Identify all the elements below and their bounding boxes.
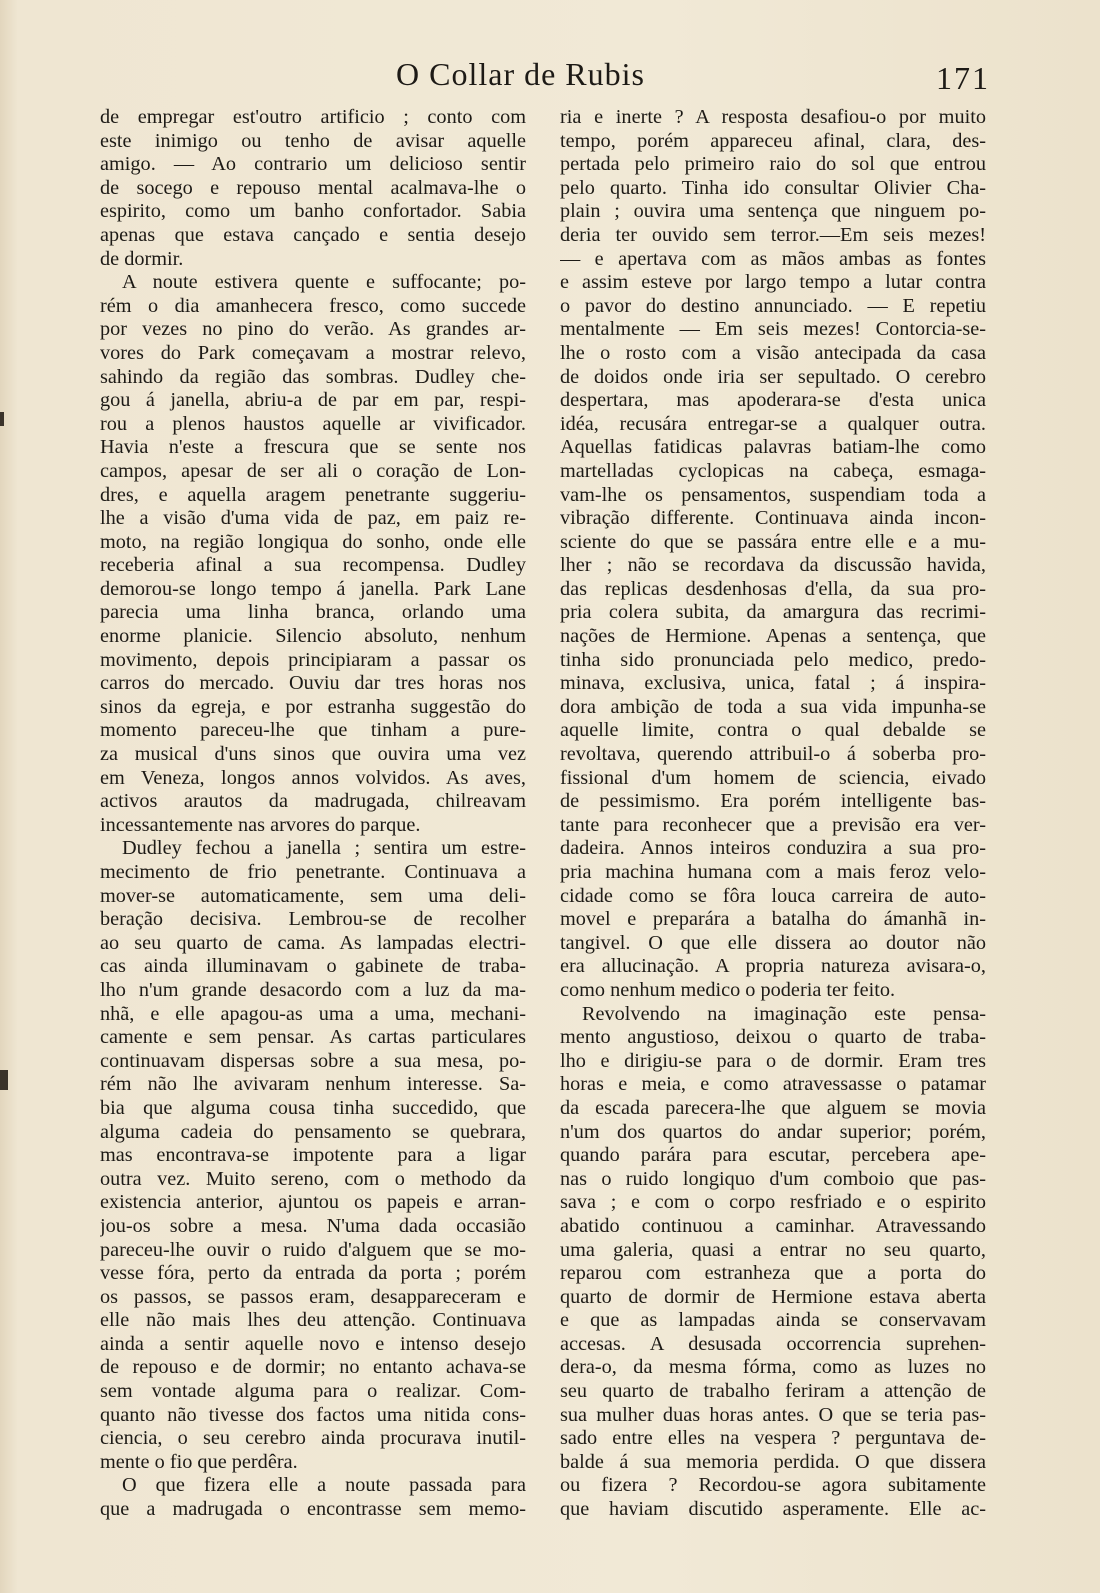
text-line: demorou-se longo tempo á janella. Park Lane xyxy=(100,577,526,600)
text-line: activos arautos da madrugada, chilreavam xyxy=(100,790,526,813)
page-number: 171 xyxy=(936,60,990,96)
text-line: da escada parecera-lhe que alguem se movia xyxy=(560,1096,986,1119)
text-line: o pavor do destino annunciado. — E repetiu xyxy=(560,294,986,317)
text-line: nações de Hermione. Apenas a sentença, que xyxy=(560,625,986,648)
text-line: campos, apesar de ser ali o coração de Lon- xyxy=(100,459,526,482)
text-line: em Veneza, longos annos volvidos. As aves, xyxy=(100,766,526,789)
text-line: vesse fóra, perto da entrada da porta ; porém xyxy=(100,1262,526,1285)
text-line: Havia n'este a frescura que se sente nos xyxy=(100,436,526,459)
text-line: uma galeria, quasi a entrar no seu quarto, xyxy=(560,1238,986,1261)
text-line: sava ; e com o corpo resfriado e o espirito xyxy=(560,1191,986,1214)
text-line: enorme planicie. Silencio absoluto, nenhum xyxy=(100,625,526,648)
text-line: vibração differente. Continuava ainda incon- xyxy=(560,507,986,530)
left-text-column xyxy=(100,106,526,1522)
text-line: moto, na região longiqua do sonho, onde elle xyxy=(100,530,526,553)
text-line: lho e dirigiu-se para o de dormir. Eram tres xyxy=(560,1049,986,1072)
text-line: abatido continuou a caminhar. Atravessando xyxy=(560,1214,986,1237)
text-line: mento angustioso, deixou o quarto de traba- xyxy=(560,1026,986,1049)
text-line: de pessimismo. Era porém intelligente bas- xyxy=(560,790,986,813)
running-header xyxy=(0,56,1100,100)
text-line: sem vontade alguma para o realizar. Com- xyxy=(100,1380,526,1403)
text-line: reparou com estranheza que a porta do xyxy=(560,1262,986,1285)
text-line: O que fizera elle a noute passada para xyxy=(122,1474,526,1497)
text-line: por vezes no pino do verão. As grandes ar- xyxy=(100,318,526,341)
text-line: dres, e aquella aragem penetrante suggeriu- xyxy=(100,483,526,506)
text-line: lher ; não se recordava da discussão havida, xyxy=(560,554,986,577)
text-line: existencia anterior, ajuntou os papeis e arran- xyxy=(100,1191,526,1214)
text-line: mentalmente — Em seis mezes! Contorcia-se- xyxy=(560,318,986,341)
text-line: carros do mercado. Ouviu dar tres horas nos xyxy=(100,672,526,695)
text-line: dora ambição de toda a sua vida impunha-se xyxy=(560,695,986,718)
text-line: elle não mais lhes deu attenção. Continuava xyxy=(100,1309,526,1332)
text-line: das replicas desdenhosas d'ella, da sua pro- xyxy=(560,577,986,600)
text-line: despertara, mas apoderara-se d'esta unica xyxy=(560,389,986,412)
text-line: za musical d'uns sinos que ouvira uma vez xyxy=(100,743,526,766)
text-line: aquelle limite, contra o qual debalde se xyxy=(560,719,986,742)
text-line: mecimento de frio penetrante. Continuava a xyxy=(100,861,526,883)
text-line: beração decisiva. Lembrou-se de recolher xyxy=(100,908,526,931)
text-line: tempo, porém appareceu afinal, clara, des- xyxy=(560,129,986,152)
text-line: pria machina humana com a mais feroz velo- xyxy=(560,861,986,883)
text-line: era allucinação. A propria natureza avisara-o, xyxy=(560,955,986,978)
text-line: este inimigo ou tenho de avisar aquelle xyxy=(100,129,526,152)
text-line: bia que alguma cousa tinha succedido, que xyxy=(100,1096,526,1119)
text-line: ria e inerte ? A resposta desafiou-o por muito xyxy=(560,106,986,128)
text-line: revoltava, querendo attribuil-o á soberba pro- xyxy=(560,743,986,766)
text-line: os passos, se passos eram, desappareceram e xyxy=(100,1285,526,1308)
text-line: balde á sua memoria perdida. O que dissera xyxy=(560,1450,986,1473)
text-line: cas ainda illuminavam o gabinete de traba- xyxy=(100,955,526,978)
text-line: continuavam dispersas sobre a sua mesa, po- xyxy=(100,1049,526,1072)
text-line: incessantemente nas arvores do parque. xyxy=(100,813,421,836)
text-line: jou-os sobre a mesa. N'uma dada occasião xyxy=(100,1214,526,1237)
text-line: camente e sem pensar. As cartas particulares xyxy=(100,1026,526,1049)
text-line: ciencia, o seu cerebro ainda procurava inutil- xyxy=(100,1427,526,1450)
text-line: horas e meia, e como atravessasse o patamar xyxy=(560,1073,986,1096)
text-line: plain ; ouvira uma sentença que ninguem po- xyxy=(560,200,986,223)
text-line: sinos da egreja, e por estranha suggestão do xyxy=(100,695,526,718)
text-line: rém o dia amanhecera fresco, como succede xyxy=(100,294,526,317)
right-text-column xyxy=(560,106,986,1522)
text-line: outra vez. Muito sereno, com o methodo da xyxy=(100,1167,526,1190)
text-line: sahindo da região das sombras. Dudley che- xyxy=(100,365,526,388)
text-line: sciente do que se passára entre elle e a mu- xyxy=(560,530,986,553)
text-line: lhe o rosto com a visão antecipada da casa xyxy=(560,341,986,364)
text-line: quarto de dormir de Hermione estava aberta xyxy=(560,1285,986,1308)
text-line: alguma cadeia do pensamento se quebrara, xyxy=(100,1120,526,1143)
text-line: deria ter ouvido sem terror.—Em seis mezes! xyxy=(560,223,986,246)
text-line: que haviam discutido asperamente. Elle ac- xyxy=(560,1498,986,1521)
text-line: ainda a sentir aquelle novo e intenso desejo xyxy=(100,1332,526,1355)
text-line: pria colera subita, da amargura das recrimi- xyxy=(560,601,986,624)
text-line: de empregar est'outro artificio ; conto com xyxy=(100,106,526,128)
text-line: Revolvendo na imaginação este pensa- xyxy=(582,1002,986,1025)
text-line: mas encontrava-se impotente para a ligar xyxy=(100,1144,526,1167)
text-line: sua mulher duas horas antes. O que se teria pas- xyxy=(560,1403,986,1426)
text-line: que a madrugada o encontrasse sem memo- xyxy=(100,1498,526,1521)
text-line: lhe a visão d'uma vida de paz, em paiz re- xyxy=(100,507,526,530)
text-line: ao seu quarto de cama. As lampadas electri- xyxy=(100,931,526,954)
text-line: fissional d'um homem de sciencia, eivado xyxy=(560,766,986,789)
text-line: movimento, depois principiaram a passar os xyxy=(100,648,526,671)
text-line: tangivel. O que elle dissera ao doutor não xyxy=(560,931,986,954)
text-line: vam-lhe os pensamentos, suspendiam toda a xyxy=(560,483,986,506)
text-line: pareceu-lhe ouvir o ruido d'alguem que se mo- xyxy=(100,1238,526,1261)
text-line: martelladas cyclopicas na cabeça, esmaga- xyxy=(560,459,986,482)
text-line: pelo quarto. Tinha ido consultar Olivier Cha- xyxy=(560,176,986,199)
text-line: ou fizera ? Recordou-se agora subitamente xyxy=(560,1474,986,1497)
text-line: gou á janella, abriu-a de par em par, respi- xyxy=(100,389,526,412)
text-line: n'um dos quartos do andar superior; porém, xyxy=(560,1120,986,1143)
text-line: apenas que estava cançado e sentia desejo xyxy=(100,223,526,246)
text-line: receberia afinal a sua recompensa. Dudley xyxy=(100,554,526,577)
running-title: O Collar de Rubis xyxy=(396,56,645,92)
text-line: momento pareceu-lhe que tinham a pure- xyxy=(100,719,526,742)
text-line: nas o ruido longiquo d'um comboio que pas- xyxy=(560,1167,986,1190)
text-line: espirito, como um banho confortador. Sabia xyxy=(100,200,526,223)
text-line: de dormir. xyxy=(100,247,184,270)
text-line: lho n'um grande desacordo com a luz da ma- xyxy=(100,978,526,1001)
text-line: quando parára para escutar, percebera ape- xyxy=(560,1144,986,1167)
text-line: tante para reconhecer que a previsão era ver- xyxy=(560,813,986,836)
text-line: quanto não tivesse dos factos uma nitida cons- xyxy=(100,1403,526,1426)
text-line: rou a plenos haustos aquelle ar vivificador. xyxy=(100,412,526,435)
text-line: accesas. A desusada occorrencia suprehen- xyxy=(560,1332,986,1355)
text-line: rém não lhe avivaram nenhum interesse. Sa- xyxy=(100,1073,526,1096)
binding-mark xyxy=(0,1070,8,1090)
text-line: e assim esteve por largo tempo a lutar contra xyxy=(560,271,986,294)
text-line: pertada pelo primeiro raio do sol que entrou xyxy=(560,153,986,176)
text-line: de repouso e de dormir; no entanto achava-se xyxy=(100,1356,526,1379)
text-line: sado entre elles na vespera ? perguntava de- xyxy=(560,1427,986,1450)
text-line: Aquellas fatidicas palavras batiam-lhe como xyxy=(560,436,986,459)
text-line: nhã, e elle apagou-as uma a uma, mechani- xyxy=(100,1002,526,1025)
text-line: — e apertava com as mãos ambas as fontes xyxy=(560,247,986,270)
text-line: dera-o, da mesma fórma, como as luzes no xyxy=(560,1356,986,1379)
text-line: vores do Park começavam a mostrar relevo, xyxy=(100,341,526,364)
text-line: amigo. — Ao contrario um delicioso sentir xyxy=(100,153,526,176)
text-line: idéa, recusára entregar-se a qualquer outra. xyxy=(560,412,986,435)
text-line: cidade como se fôra louca carreira de auto- xyxy=(560,884,986,907)
text-line: mente o fio que perdêra. xyxy=(100,1450,298,1473)
text-line: parecia uma linha branca, orlando uma xyxy=(100,601,526,624)
text-line: e que as lampadas ainda se conservavam xyxy=(560,1309,986,1332)
text-line: dadeira. Annos inteiros conduzira a sua pro- xyxy=(560,837,986,860)
text-line: de socego e repouso mental acalmava-lhe o xyxy=(100,176,526,199)
text-line: como nenhum medico o poderia ter feito. xyxy=(560,978,896,1001)
text-line: movel e preparára a batalha do ámanhã in- xyxy=(560,908,986,931)
text-line: minava, exclusiva, unica, fatal ; á inspira- xyxy=(560,672,986,695)
text-line: seu quarto de trabalho feriram a attenção de xyxy=(560,1380,986,1403)
text-line: de doidos onde iria ser sepultado. O cerebro xyxy=(560,365,986,388)
text-line: mover-se automaticamente, sem uma deli- xyxy=(100,884,526,907)
binding-mark xyxy=(0,412,4,426)
text-line: tinha sido pronunciada pelo medico, predo- xyxy=(560,648,986,671)
text-line: A noute estivera quente e suffocante; po- xyxy=(122,271,526,294)
text-line: Dudley fechou a janella ; sentira um estre- xyxy=(122,837,526,860)
